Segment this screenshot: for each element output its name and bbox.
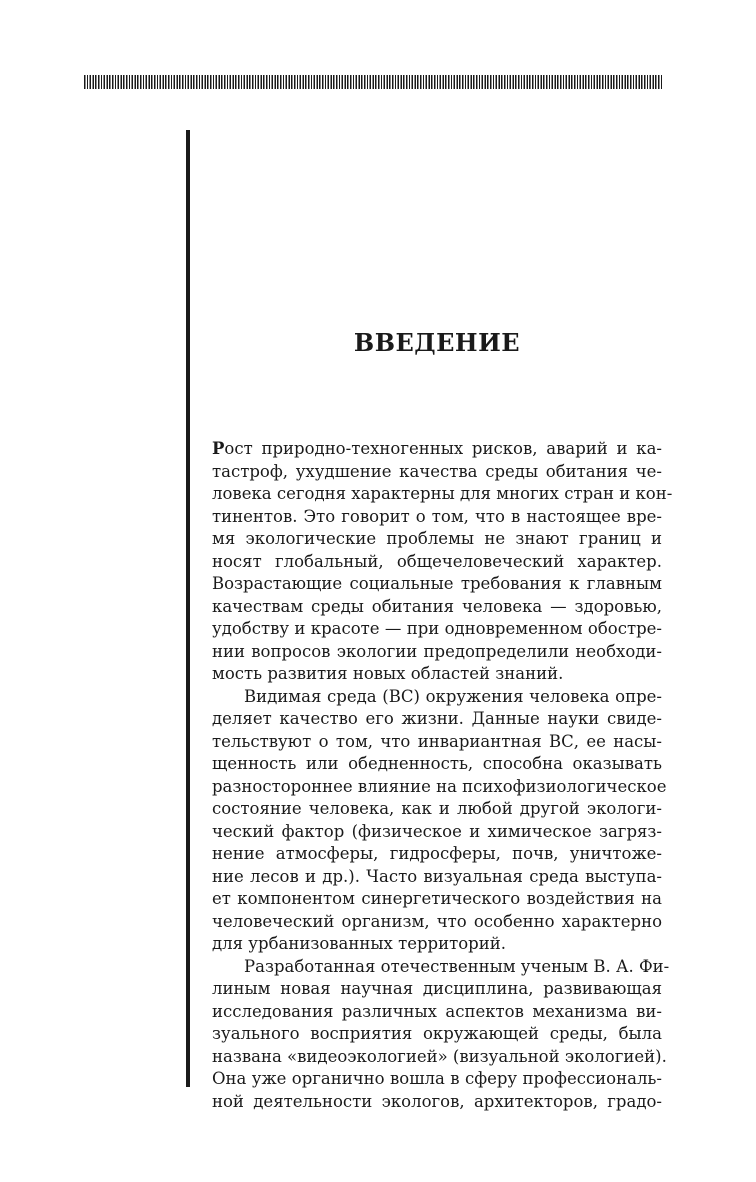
text-line: Разработанная отечественным ученым В. А. Фи- xyxy=(244,956,670,976)
text-line: исследования различных аспектов механизма ви- xyxy=(212,1001,662,1021)
initial-letter: Р xyxy=(212,439,225,458)
text-line: щенность или обедненность, способна оказывать xyxy=(212,754,662,773)
text-line: тастроф, ухудшение качества среды обитания че- xyxy=(212,461,662,481)
paragraph-2 xyxy=(212,686,667,956)
left-vertical-bar xyxy=(186,130,190,1087)
text-line: Рост природно-техногенных рисков, аварий и ка- xyxy=(212,439,662,458)
text-line: тельствуют о том, что инвариантная ВС, ее насы- xyxy=(212,731,662,751)
text-line: ние лесов и др.). Часто визуальная среда выступа- xyxy=(212,866,662,886)
text-line: Она уже органично вошла в сферу профессиональ- xyxy=(212,1069,662,1088)
text-line: тинентов. Это говорит о том, что в настоящее вре- xyxy=(212,506,662,526)
text-line: Видимая среда (ВС) окружения человека опре- xyxy=(244,686,662,706)
top-hatched-rule xyxy=(84,75,662,89)
text-line: ческий фактор (физическое и химическое загряз- xyxy=(212,821,662,841)
text-line: Возрастающие социальные требования к главным xyxy=(212,574,662,593)
text-line: линым новая научная дисциплина, развивающая xyxy=(212,979,662,998)
text-line: мость развития новых областей знаний. xyxy=(212,664,564,683)
text-line: деляет качество его жизни. Данные науки свиде- xyxy=(212,709,662,728)
chapter-title: ВВЕДЕНИЕ xyxy=(353,328,521,357)
paragraph-1 xyxy=(212,438,673,686)
body-text xyxy=(212,438,673,1113)
text-line: названа «видеоэкологией» (визуальной экологией). xyxy=(212,1046,667,1066)
text-line: для урбанизованных территорий. xyxy=(212,934,506,953)
text-line: зуального восприятия окружающей среды, была xyxy=(212,1024,662,1043)
text-line: носят глобальный, общечеловеческий характер. xyxy=(212,551,662,571)
text-line: разностороннее влияние на психофизиологическое xyxy=(212,776,667,796)
text-line: мя экологические проблемы не знают границ и xyxy=(212,529,662,548)
text-line: человеческий организм, что особенно характерно xyxy=(212,911,662,931)
text-line: качествам среды обитания человека — здоровью, xyxy=(212,596,662,616)
text-line: состояние человека, как и любой другой экологи- xyxy=(212,799,662,818)
text-line: нии вопросов экологии предопределили необходи- xyxy=(212,641,662,661)
text-line: ет компонентом синергетического воздействия на xyxy=(212,889,662,908)
text-line: удобству и красоте — при одновременном обостре- xyxy=(212,619,662,638)
text-line: ловека сегодня характерны для многих стран и кон- xyxy=(212,484,673,503)
text-line: ной деятельности экологов, архитекторов, градо- xyxy=(212,1091,662,1111)
paragraph-3 xyxy=(212,956,670,1114)
text-line: нение атмосферы, гидросферы, почв, уничтоже- xyxy=(212,844,662,863)
